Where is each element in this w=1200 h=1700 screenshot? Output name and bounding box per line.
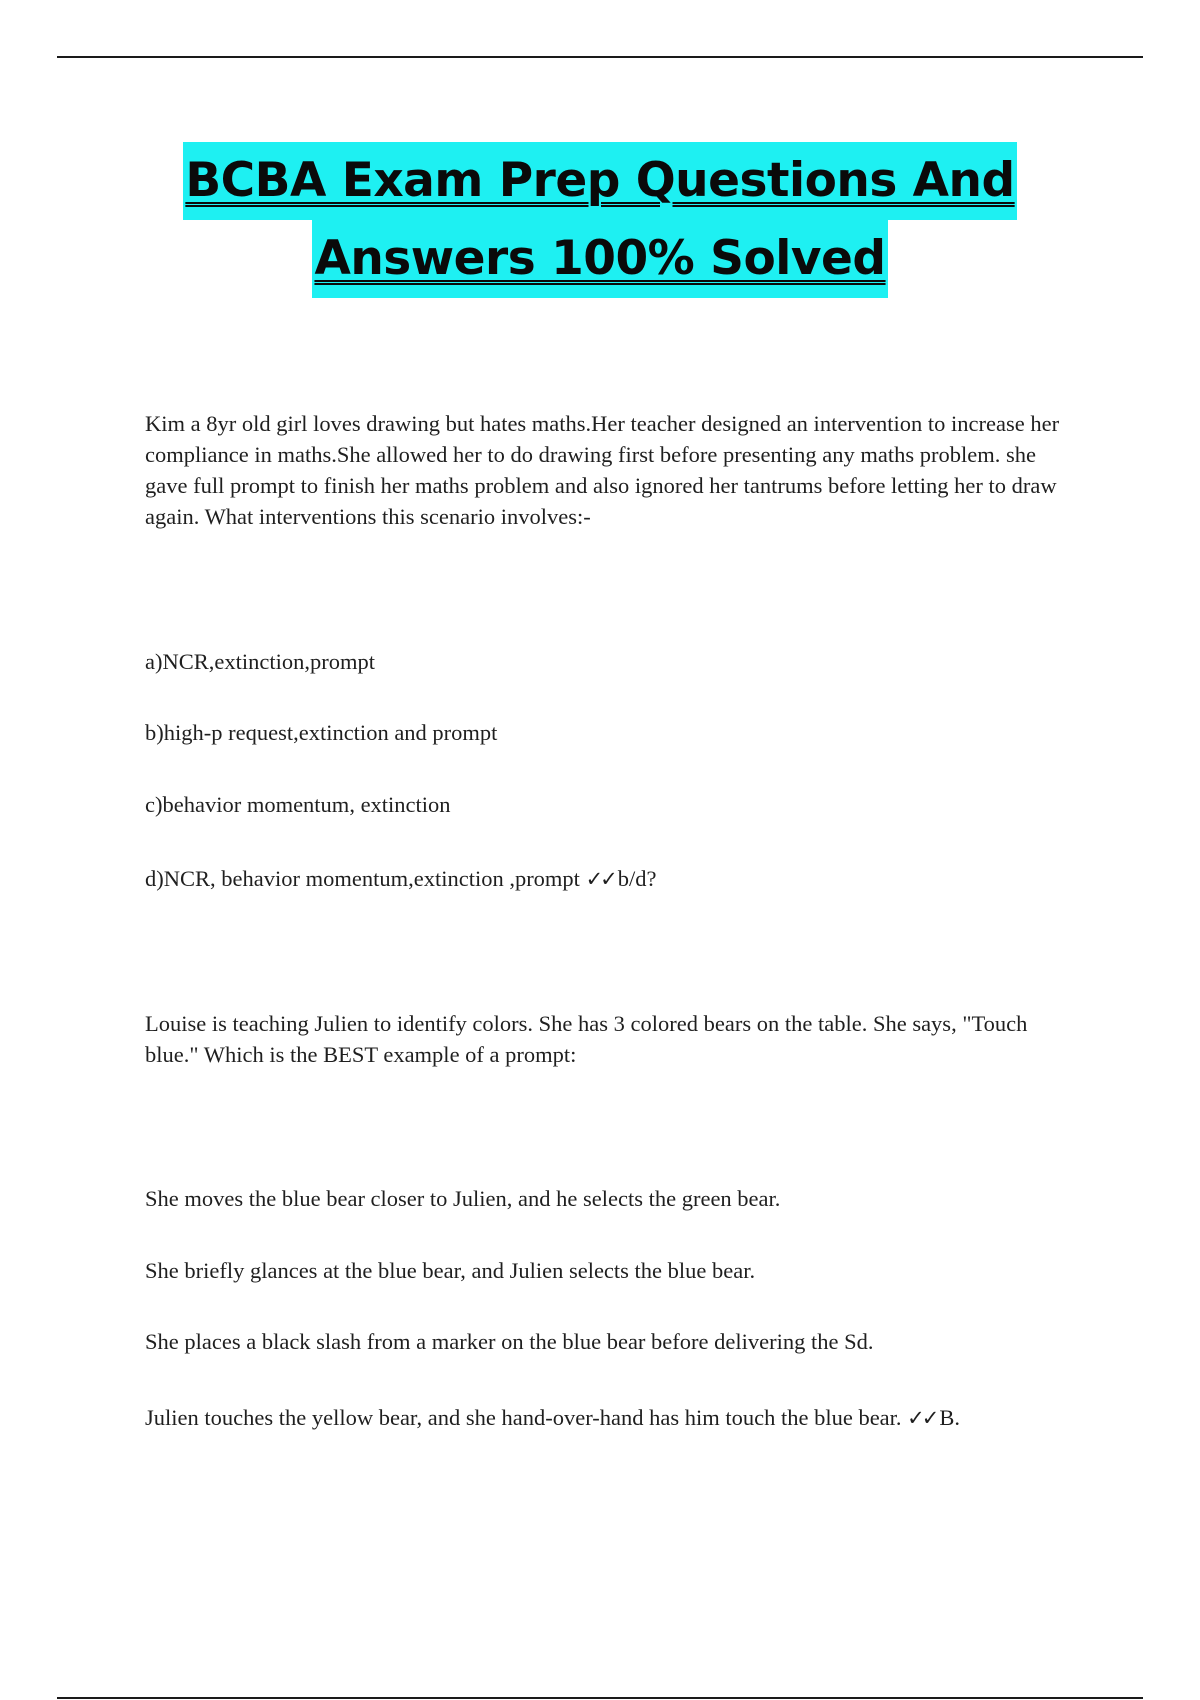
header-rule — [57, 56, 1143, 58]
double-check-icon: ✓✓ — [585, 867, 615, 891]
footer-rule — [57, 1697, 1143, 1699]
question-1-option-b: b)high-p request,extinction and prompt — [145, 720, 498, 745]
question-2-prompt: Louise is teaching Julien to identify colors. She has 3 colored bears on the table. She says, "Touch blue." Which is the BEST example of a prompt: — [145, 1011, 1028, 1067]
question-2-option-2: She briefly glances at the blue bear, and Julien selects the blue bear. — [145, 1258, 756, 1283]
question-1-option-c: c)behavior momentum, extinction — [145, 792, 451, 817]
title-line-2: Answers 100% Solved — [312, 220, 887, 298]
question-1-option-a: a)NCR,extinction,prompt — [145, 649, 375, 674]
double-check-icon: ✓✓ — [907, 1406, 937, 1430]
question-1-option-d — [145, 863, 1075, 895]
question-2-answer: B. — [939, 1405, 961, 1430]
title-line-1: BCBA Exam Prep Questions And — [183, 142, 1016, 220]
question-2-option-1: She moves the blue bear closer to Julien, and he selects the green bear. — [145, 1186, 781, 1211]
option-d-text: d)NCR, behavior momentum,extinction ,prompt — [145, 866, 580, 891]
question-2-option-3: She places a black slash from a marker on the blue bear before delivering the Sd. — [145, 1329, 874, 1354]
question-1-answer: b/d? — [617, 866, 657, 891]
document-title — [0, 142, 1200, 298]
option-4-text: Julien touches the yellow bear, and she hand-over-hand has him touch the blue bear. — [145, 1405, 902, 1430]
question-1-prompt: Kim a 8yr old girl loves drawing but hates maths.Her teacher designed an intervention to increase her compliance in maths.She allowed her to do drawing first before presenting any maths problem. she gave full prompt to finish her maths problem and also ignored her tantrums before letting her to draw again. What interventions this scenario involves:- — [145, 411, 1060, 529]
question-2-option-4 — [145, 1402, 1075, 1434]
